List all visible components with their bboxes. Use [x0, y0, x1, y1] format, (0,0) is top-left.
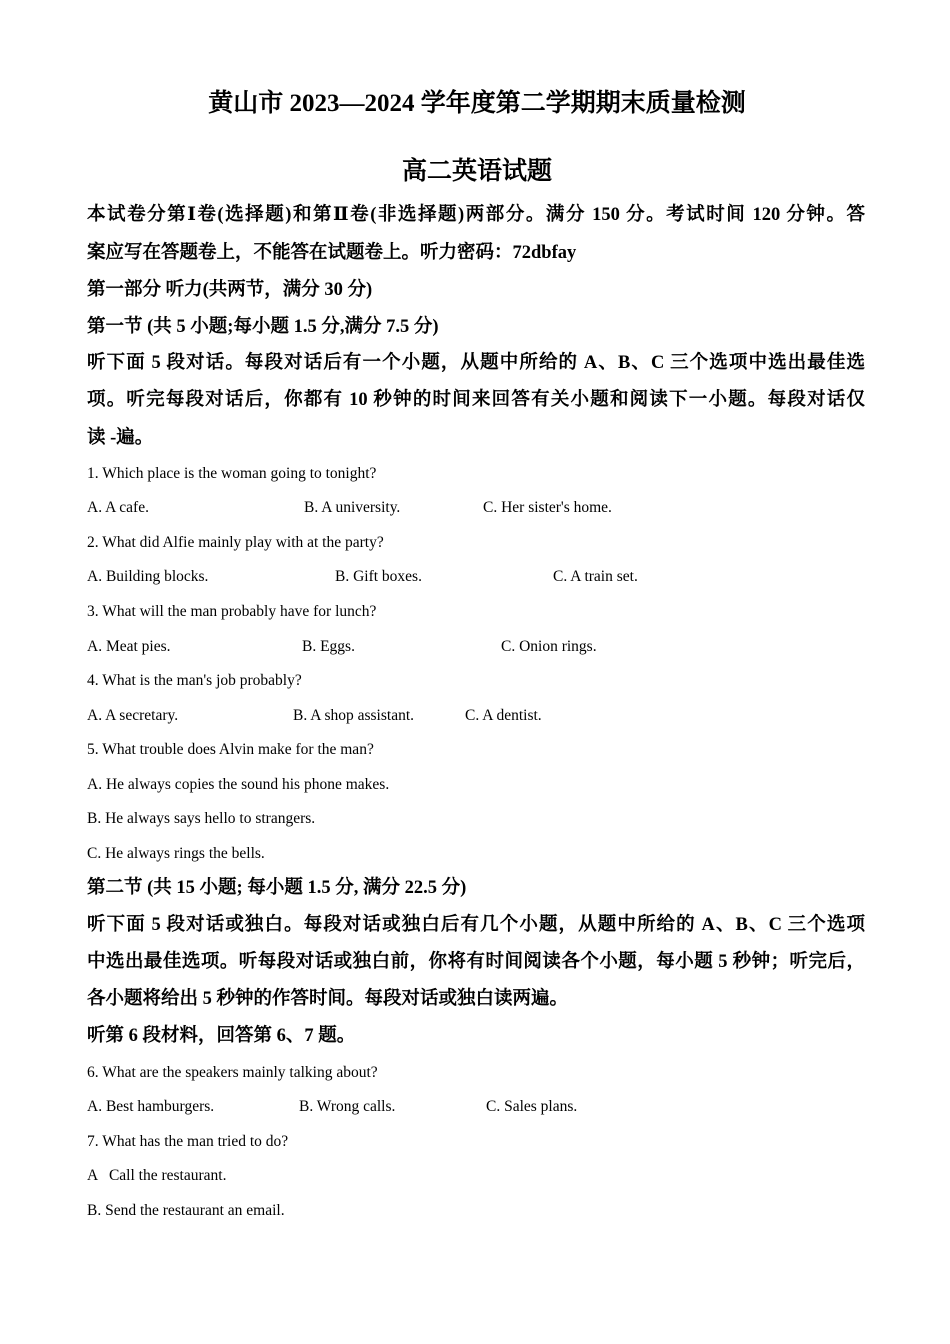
question-7-option-b: B. Send the restaurant an email.: [87, 1202, 285, 1219]
question-6-options: [87, 1097, 867, 1117]
part1-heading: 第一部分 听力(共两节，满分 30 分): [87, 280, 373, 300]
option-c: C. Sales plans.: [486, 1098, 578, 1115]
question-2-options: [87, 567, 867, 587]
intro-line-1: 本试卷分第Ⅰ卷(选择题)和第Ⅱ卷(非选择题)两部分。满分 150 分。考试时间 120 分钟。答: [87, 205, 865, 225]
question-5-option-a: A. He always copies the sound his phone makes.: [87, 776, 390, 793]
question-5-option-c: C. He always rings the bells.: [87, 845, 265, 862]
intro-line-2: 案应写在答题卷上，不能答在试题卷上。听力密码：72dbfay: [87, 243, 577, 263]
section1-instruction-1: 听下面 5 段对话。每段对话后有一个小题，从题中所给的 A、B、C 三个选项中选出最佳选: [87, 353, 865, 373]
section2-instruction-3: 各小题将给出 5 秒钟的作答时间。每段对话或独白读两遍。: [87, 989, 569, 1009]
option-a: A. Building blocks.: [87, 568, 209, 585]
option-b: B. Wrong calls.: [299, 1098, 396, 1115]
question-4: 4. What is the man's job probably?: [87, 672, 302, 689]
option-a: A. Meat pies.: [87, 638, 171, 655]
exam-subtitle: 高二英语试题: [401, 158, 552, 185]
option-a: A. A secretary.: [87, 707, 179, 724]
question-1: 1. Which place is the woman going to tonight?: [87, 465, 377, 482]
option-b: B. A shop assistant.: [293, 707, 415, 724]
question-2: 2. What did Alfie mainly play with at the party?: [87, 534, 384, 551]
option-b: B. A university.: [304, 499, 401, 516]
option-c: C. Onion rings.: [501, 638, 597, 655]
question-5: 5. What trouble does Alvin make for the man?: [87, 741, 374, 758]
question-7: 7. What has the man tried to do?: [87, 1133, 289, 1150]
section1-instruction-3: 读 -遍。: [87, 428, 154, 448]
option-a: A. Best hamburgers.: [87, 1098, 215, 1115]
question-1-options: [87, 498, 867, 518]
question-5-option-b: B. He always says hello to strangers.: [87, 810, 316, 827]
question-7-option-a: A Call the restaurant.: [87, 1167, 227, 1184]
option-c: C. Her sister's home.: [483, 499, 612, 516]
section2-instruction-2: 中选出最佳选项。听每段对话或独白前，你将有时间阅读各个小题，每小题 5 秒钟；听完后，: [87, 952, 865, 972]
option-c: C. A dentist.: [465, 707, 542, 724]
section2-heading: 第二节 (共 15 小题; 每小题 1.5 分, 满分 22.5 分): [87, 878, 467, 898]
option-b: B. Eggs.: [302, 638, 355, 655]
exam-title: 黄山市 2023—2024 学年度第二学期期末质量检测: [208, 90, 746, 117]
question-3-options: [87, 637, 867, 657]
material-6-heading: 听第 6 段材料，回答第 6、7 题。: [87, 1026, 356, 1046]
question-6: 6. What are the speakers mainly talking about?: [87, 1064, 378, 1081]
option-b: B. Gift boxes.: [335, 568, 422, 585]
section1-heading: 第一节 (共 5 小题;每小题 1.5 分,满分 7.5 分): [87, 317, 439, 337]
question-4-options: [87, 706, 867, 726]
option-a: A. A cafe.: [87, 499, 149, 516]
section1-instruction-2: 项。听完每段对话后，你都有 10 秒钟的时间来回答有关小题和阅读下一小题。每段对话仅: [87, 390, 865, 410]
option-c: C. A train set.: [553, 568, 638, 585]
question-3: 3. What will the man probably have for lunch?: [87, 603, 377, 620]
section2-instruction-1: 听下面 5 段对话或独白。每段对话或独白后有几个小题，从题中所给的 A、B、C 三个选项: [87, 915, 865, 935]
